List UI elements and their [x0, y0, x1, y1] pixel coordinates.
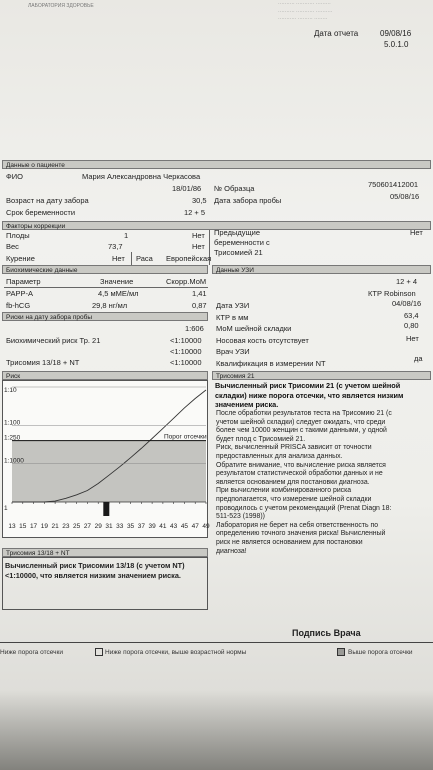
y-tick-label: 1 — [4, 505, 8, 512]
name-label: ФИО — [6, 172, 23, 181]
legend-below-cutoff: Ниже порога отсечки — [0, 649, 63, 656]
patient-risk-bar — [103, 502, 109, 516]
trisomy21-body-line: 511-523 (1998)) — [216, 513, 265, 521]
x-tick-label: 39 — [148, 523, 156, 530]
risk-chart — [3, 381, 210, 537]
trisomy21-body-line: диагноза! — [216, 547, 247, 555]
x-tick-label: 21 — [51, 523, 59, 530]
trisomy21-heading: Вычисленный риск Трисомии 21 (с учетом шейной складки) ниже порога отсечки, что является низким значением риска. — [215, 381, 404, 410]
sample-no-label: № Образца — [214, 184, 255, 193]
patient-section-header: Данные о пациенте — [2, 160, 431, 169]
patient-name: Мария Александровна Черкасова — [82, 172, 201, 181]
race-value: Европейская — [166, 254, 212, 263]
x-tick-label: 13 — [8, 523, 16, 530]
legend-swatch-below-age — [95, 648, 103, 656]
age-risk: 1:606 — [185, 324, 204, 333]
x-tick-label: 17 — [29, 523, 38, 530]
x-tick-label: 35 — [126, 523, 135, 530]
trisomy13-line-2: <1:10000, что является низким значением риска. — [5, 571, 181, 580]
x-tick-label: 29 — [94, 523, 102, 530]
nt-qualification-value: да — [414, 354, 423, 363]
trisomy13-risk-label: Трисомия 13/18 + NT — [6, 358, 80, 367]
uzi-term: 12 + 4 — [396, 277, 418, 286]
x-tick-label: 37 — [137, 523, 145, 530]
trisomy21-body-line: После обработки результатов теста на Трисомию 21 (с — [216, 410, 392, 417]
x-tick-label: 15 — [19, 523, 27, 530]
trisomy21-body-line: более чем 10000 женщин с такими данными, у одной — [216, 427, 387, 435]
trisomy13-line-1: Вычисленный риск Трисомии 13/18 (с учетом NT) — [5, 561, 185, 570]
x-tick-label: 41 — [159, 523, 167, 530]
table-row-value: 29,8 нг/мл — [92, 301, 128, 310]
table-row-mom: 1,41 — [192, 289, 207, 298]
sample-date-label: Дата забора пробы — [214, 196, 282, 205]
trisomy21-body-line: результатом статистической обработки данных и не — [216, 470, 383, 478]
y-tick-label: 1:1000 — [4, 457, 24, 465]
x-tick-label: 31 — [105, 523, 113, 530]
nt-mom-label: МоМ шейной складки — [216, 324, 292, 333]
risk-chart-frame — [2, 380, 208, 538]
col-param: Параметр — [6, 277, 41, 286]
risk-row-3: <1:10000 — [170, 347, 202, 356]
legend-above-cutoff: Выше порога отсечки — [348, 649, 413, 656]
x-tick-label: 33 — [116, 523, 124, 530]
prev-pregnancy-value: Нет — [410, 228, 423, 237]
uzi-doctor-label: Врач УЗИ — [216, 347, 250, 356]
x-tick-label: 43 — [170, 523, 178, 530]
below-cutoff-area — [12, 441, 206, 502]
uzi-date: 04/08/16 — [392, 299, 422, 308]
trisomy21-body — [216, 410, 430, 556]
patient-age: 30,5 — [192, 196, 207, 205]
x-tick-label: 23 — [62, 523, 70, 530]
y-tick-label: 1:250 — [4, 434, 21, 442]
factors-col2-top: Нет — [192, 231, 205, 240]
biochem-section-header: Биохимические данные — [2, 265, 208, 274]
nt-mom-value: 0,80 — [404, 321, 419, 330]
lab-address-line: ·········· ··········· ········· — [278, 1, 331, 7]
fetuses-label: Плоды — [6, 231, 30, 240]
lab-address-line-3: ··········· ········· ········ — [278, 16, 328, 22]
uzi-date-label: Дата УЗИ — [216, 301, 250, 310]
factors-section-header: Факторы коррекции — [2, 221, 431, 230]
age-label: Возраст на дату забора — [6, 196, 89, 205]
table-row-param: fb-hCG — [6, 301, 31, 310]
fetuses-value: 1 — [124, 231, 129, 240]
lab-address-line-2: ·········· ··········· ·········· — [278, 9, 333, 15]
table-row-value: 4,5 мМЕ/мл — [98, 289, 139, 298]
col-mom: Скорр.МоМ — [166, 277, 207, 286]
weight-label: Вес — [6, 242, 19, 251]
software-version: 5.0.1.0 — [384, 40, 409, 49]
sample-date: 05/08/16 — [390, 192, 420, 201]
trisomy13-risk-value: <1:10000 — [170, 358, 202, 367]
legend-swatch-above — [337, 648, 345, 656]
race-label: Раса — [136, 254, 153, 263]
trisomy21-section-header: Трисомия 21 — [212, 371, 431, 380]
ktr-value: 63,4 — [404, 311, 419, 320]
legend-below-age: Ниже порога отсечки, выше возрастной нормы — [105, 649, 247, 656]
photo-shadow — [0, 690, 433, 770]
report-date-label: Дата отчета — [314, 29, 359, 38]
cutoff-label: Порог отсечки — [164, 433, 207, 441]
x-tick-label: 47 — [191, 523, 199, 530]
factors-col2-mid: Нет — [192, 242, 205, 251]
pregnancy-term: 12 + 5 — [184, 208, 206, 217]
trisomy21-body-line: определению точного значения риска! Вычисленный — [216, 530, 386, 538]
prev-pregnancy-label-2: беременности с — [214, 238, 270, 247]
x-tick-label: 25 — [73, 523, 81, 530]
sample-no: 750601412001 — [368, 180, 419, 189]
term-label: Срок беременности — [6, 208, 76, 217]
uzi-method: КТР Robinson — [368, 289, 416, 298]
trisomy21-body-line: проводилось с учетом рекомендаций (Prenat Diagn 18: — [216, 504, 392, 512]
trisomy21-body-line: Лаборатория не берет на себя ответственность по — [216, 521, 379, 529]
bio-risk-label: Биохимический риск Тр. 21 — [6, 336, 101, 345]
chart-section-header: Риск — [2, 371, 208, 380]
nt-qualification-label: Квалификация в измерении NT — [216, 359, 326, 368]
trisomy21-body-line: Риск, вычисленный PRISCA зависит от точности — [216, 444, 372, 452]
x-tick-label: 19 — [40, 523, 48, 530]
trisomy21-body-line: является основанием для постановки диагноза. — [216, 478, 370, 486]
col-value: Значение — [100, 277, 134, 286]
uzi-section-header: Данные УЗИ — [212, 265, 431, 274]
trisomy21-body-line: предоставленных для анализа данных. — [216, 452, 343, 460]
trisomy21-body-line: будет плод с Трисомией 21. — [216, 435, 306, 443]
table-row-param: PAPP-A — [6, 289, 33, 298]
y-tick-label: 1:10 — [4, 387, 17, 394]
x-tick-label: 27 — [83, 523, 92, 530]
trisomy21-body-line: учетом шейной складки) следует ожидать, что среди — [216, 418, 386, 426]
prev-pregnancy-label-3: Трисомией 21 — [214, 248, 263, 257]
weight-value: 73,7 — [108, 242, 123, 251]
nasal-bone-label: Носовая кость отсутствует — [216, 336, 309, 345]
table-row-mom: 0,87 — [192, 301, 207, 310]
report-date: 09/08/16 — [380, 29, 412, 38]
x-tick-label: 45 — [180, 523, 189, 530]
trisomy21-body-line: Обратите внимание, что вычисление риска является — [216, 461, 386, 469]
smoking-value: Нет — [112, 254, 125, 263]
smoking-label: Курение — [6, 254, 35, 263]
ktr-label: КТР в мм — [216, 313, 249, 322]
trisomy21-body-line: предполагается, что измерение шейной складки — [216, 495, 372, 503]
trisomy13-section-header: Трисомия 13/18 + NT — [2, 548, 208, 557]
risks-section-header: Риски на дату забора пробы — [2, 312, 208, 321]
patient-dob: 18/01/86 — [172, 184, 202, 193]
doctor-signature-label: Подпись Врача — [292, 628, 361, 638]
lab-logo-text: ЛАБОРАТОРИЯ ЗДОРОВЬЕ — [28, 3, 94, 9]
prev-pregnancy-label-1: Предыдущие — [214, 228, 260, 237]
trisomy21-body-line: риск не является основанием для постановки — [216, 538, 363, 546]
bio-risk-value: <1:10000 — [170, 336, 202, 345]
y-tick-label: 1:100 — [4, 419, 21, 427]
nasal-bone-value: Нет — [406, 334, 419, 343]
trisomy21-body-line: При вычислении комбинированного риска — [216, 487, 352, 495]
x-tick-label: 49 — [202, 523, 210, 530]
